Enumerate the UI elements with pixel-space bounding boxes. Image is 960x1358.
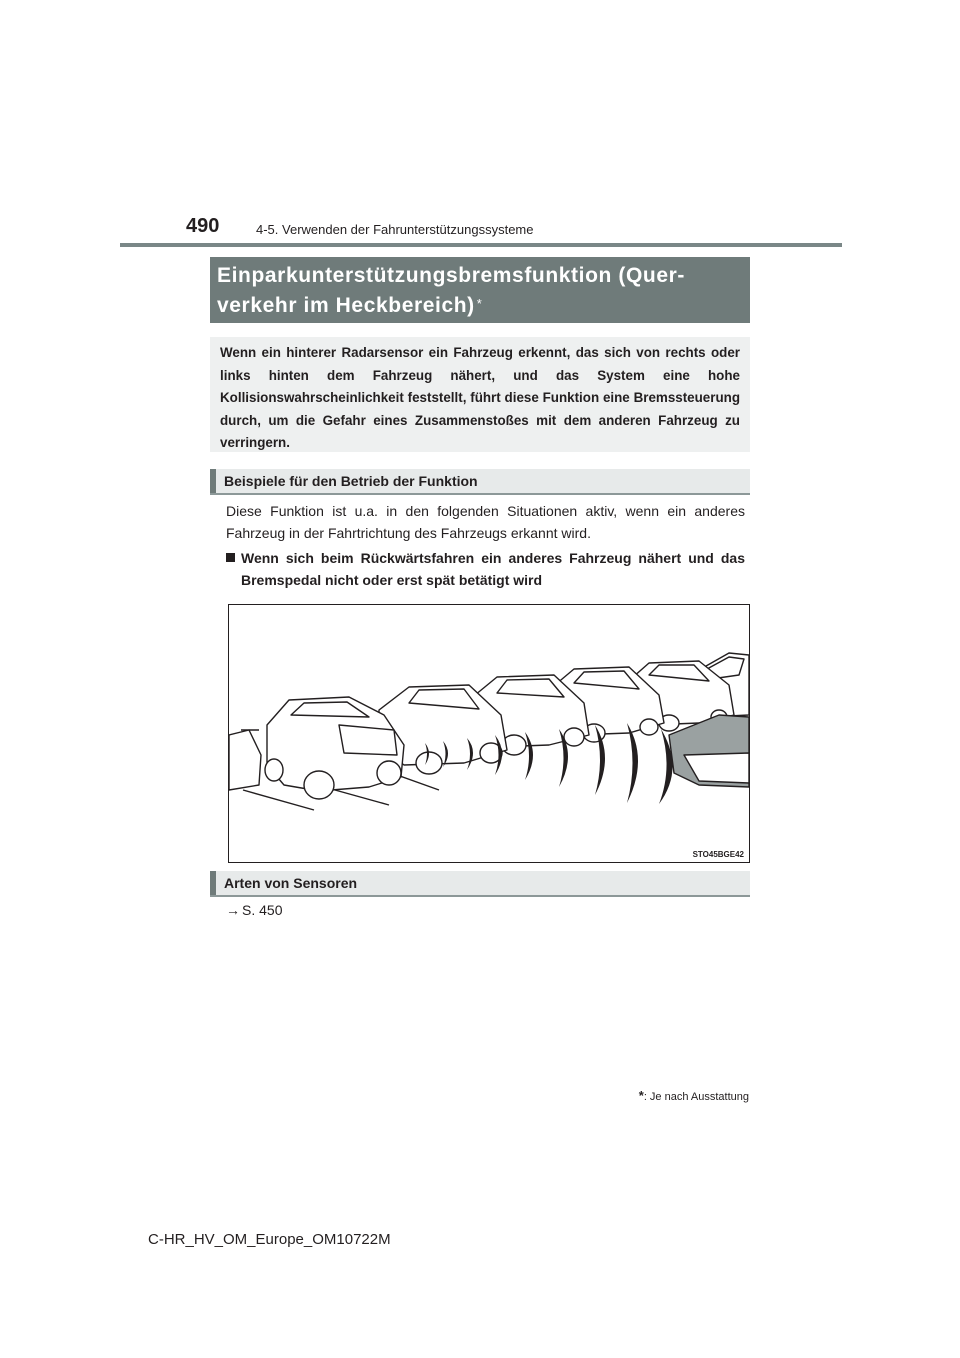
chapter-title: 4-5. Verwenden der Fahrunterstützungssysteme — [256, 222, 534, 237]
rear-cross-traffic-illustration — [229, 605, 749, 862]
subsection-title: Arten von Sensoren — [224, 875, 358, 891]
page-reference-link[interactable]: S. 450 — [242, 902, 283, 918]
body-paragraph: Diese Funktion ist u.a. in den folgenden Situationen aktiv, wenn ein anderes Fahrzeug in der Fahrtrichtung des Fahrzeugs erkannt wird. — [226, 503, 745, 541]
page-number: 490 — [186, 215, 220, 237]
footnote-text: : Je nach Ausstattung — [643, 1091, 749, 1103]
title-line-2 — [217, 291, 742, 321]
header-divider — [120, 243, 842, 247]
illustration-figure — [228, 604, 750, 863]
arrow-right-icon: → — [226, 902, 240, 918]
bullet-text: Wenn sich beim Rückwärtsfahren ein anderes Fahrzeug nähert und das Bremspedal nicht oder erst spät betätigt wird — [241, 550, 745, 588]
square-bullet-icon — [226, 553, 235, 562]
page-reference — [226, 902, 282, 918]
asterisk-icon: * — [476, 296, 483, 311]
title-line-1: Einparkunterstützungsbremsfunktion (Quer- — [217, 264, 685, 287]
bullet-item — [226, 547, 745, 591]
document-code: C-HR_HV_OM_Europe_OM10722M — [148, 1231, 391, 1248]
approaching-car — [669, 715, 749, 787]
subsection-header-examples — [210, 469, 750, 495]
left-car — [229, 730, 261, 790]
title-line-2-text: verkehr im Heckbereich) — [217, 294, 475, 317]
footnote — [639, 1088, 749, 1103]
subsection-title: Beispiele für den Betrieb der Funktion — [224, 473, 478, 489]
section-title-box — [210, 257, 750, 323]
figure-code: STO45BGE42 — [692, 850, 744, 859]
subsection-header-sensors — [210, 871, 750, 897]
asterisk-icon: * — [638, 1088, 644, 1103]
intro-summary: Wenn ein hinterer Radarsensor ein Fahrzeug erkennt, das sich von rechts oder links hinten dem Fahrzeug nähert, und das System eine hohe Kollisionswahrscheinlichkeit feststellt, führt diese Funktion eine Bremssteuerung durch, um die Gefahr eines Zusammenstoßes mit dem anderen Fahrzeug zu verringern. — [210, 337, 750, 452]
